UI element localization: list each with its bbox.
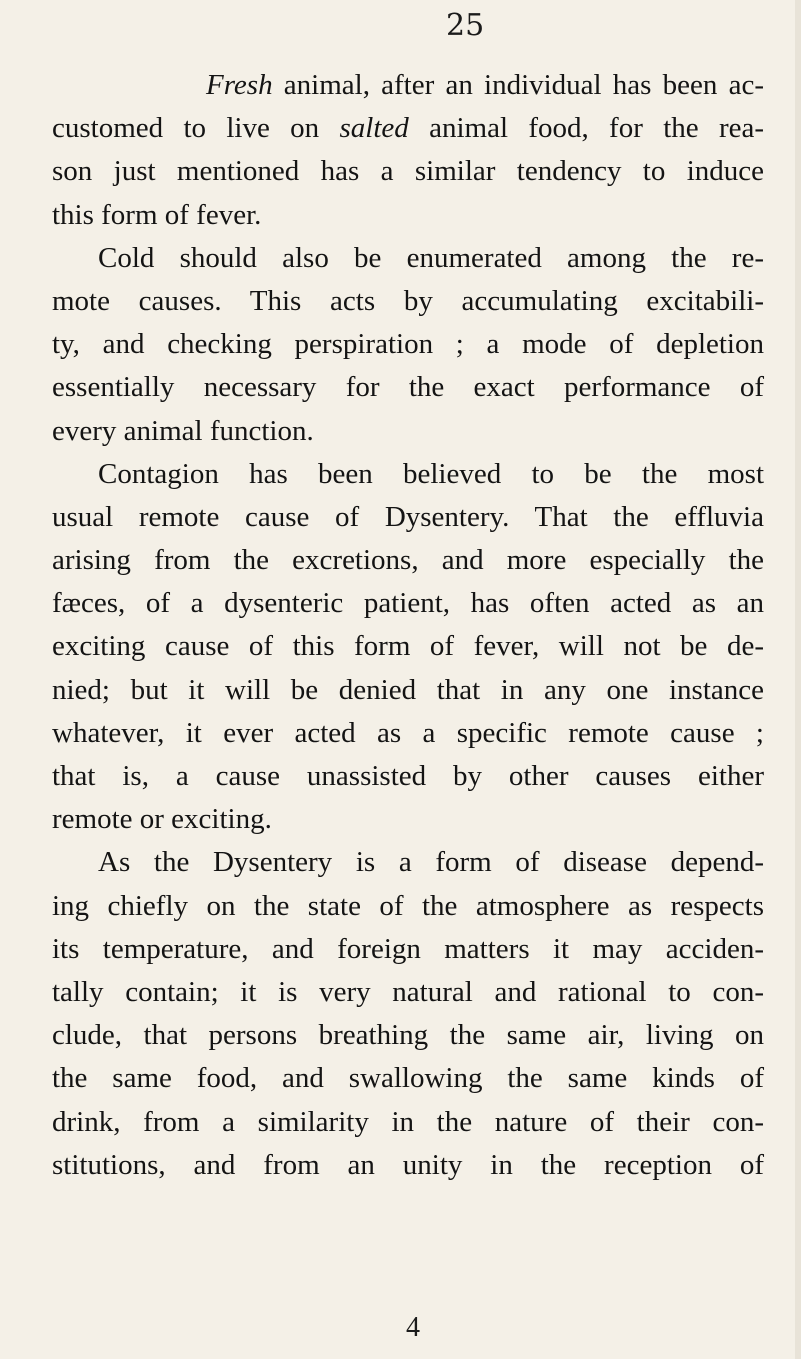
- text-line: exciting cause of this form of fever, will not be de-: [52, 630, 764, 663]
- text-line: ty, and checking perspiration ; a mode of depletion: [52, 328, 764, 361]
- body-text: [52, 64, 764, 1187]
- signature-mark: 4: [406, 1312, 420, 1343]
- text-line: usual remote cause of Dysentery. That the effluvia: [52, 500, 764, 533]
- text-line: remote or exciting.: [52, 803, 272, 836]
- text-line: drink, from a similarity in the nature of their con-: [52, 1105, 764, 1138]
- text-line: As the Dysentery is a form of disease depend-: [98, 846, 764, 879]
- text-line: Fresh animal, after an individual has been ac-: [206, 69, 764, 101]
- paragraph: [52, 841, 764, 1187]
- text-line: the same food, and swallowing the same kinds of: [52, 1062, 764, 1095]
- text-line: every animal function.: [52, 414, 314, 447]
- text-line: arising from the excretions, and more especially the: [52, 544, 764, 577]
- text-line: tally contain; it is very natural and rational to con-: [52, 975, 764, 1008]
- text-line: this form of fever.: [52, 198, 262, 231]
- text-line: son just mentioned has a similar tendency to induce: [52, 155, 764, 188]
- text-line: whatever, it ever acted as a specific remote cause ;: [52, 716, 764, 749]
- page-edge-shade: [795, 0, 801, 1359]
- text-line: essentially necessary for the exact performance of: [52, 371, 764, 404]
- text-line: its temperature, and foreign matters it may acciden-: [52, 932, 764, 965]
- text-line: stitutions, and from an unity in the reception of: [52, 1148, 764, 1181]
- paragraph: [52, 64, 764, 237]
- text-line: nied; but it will be denied that in any one instance: [52, 673, 764, 706]
- text-line: Contagion has been believed to be the most: [98, 457, 764, 490]
- text-line: ing chiefly on the state of the atmosphere as respects: [52, 889, 764, 922]
- paragraph: [52, 237, 764, 453]
- paragraph: [52, 453, 764, 842]
- text-line: clude, that persons breathing the same air, living on: [52, 1019, 764, 1052]
- text-line: mote causes. This acts by accumulating excitabili-: [52, 284, 764, 317]
- text-line: customed to live on salted animal food, for the rea-: [52, 112, 765, 145]
- page-number: 25: [446, 8, 485, 43]
- text-line: that is, a cause unassisted by other causes either: [52, 760, 764, 792]
- text-line: fæces, of a dysenteric patient, has often acted as an: [52, 587, 764, 620]
- text-line: Cold should also be enumerated among the re-: [98, 241, 764, 274]
